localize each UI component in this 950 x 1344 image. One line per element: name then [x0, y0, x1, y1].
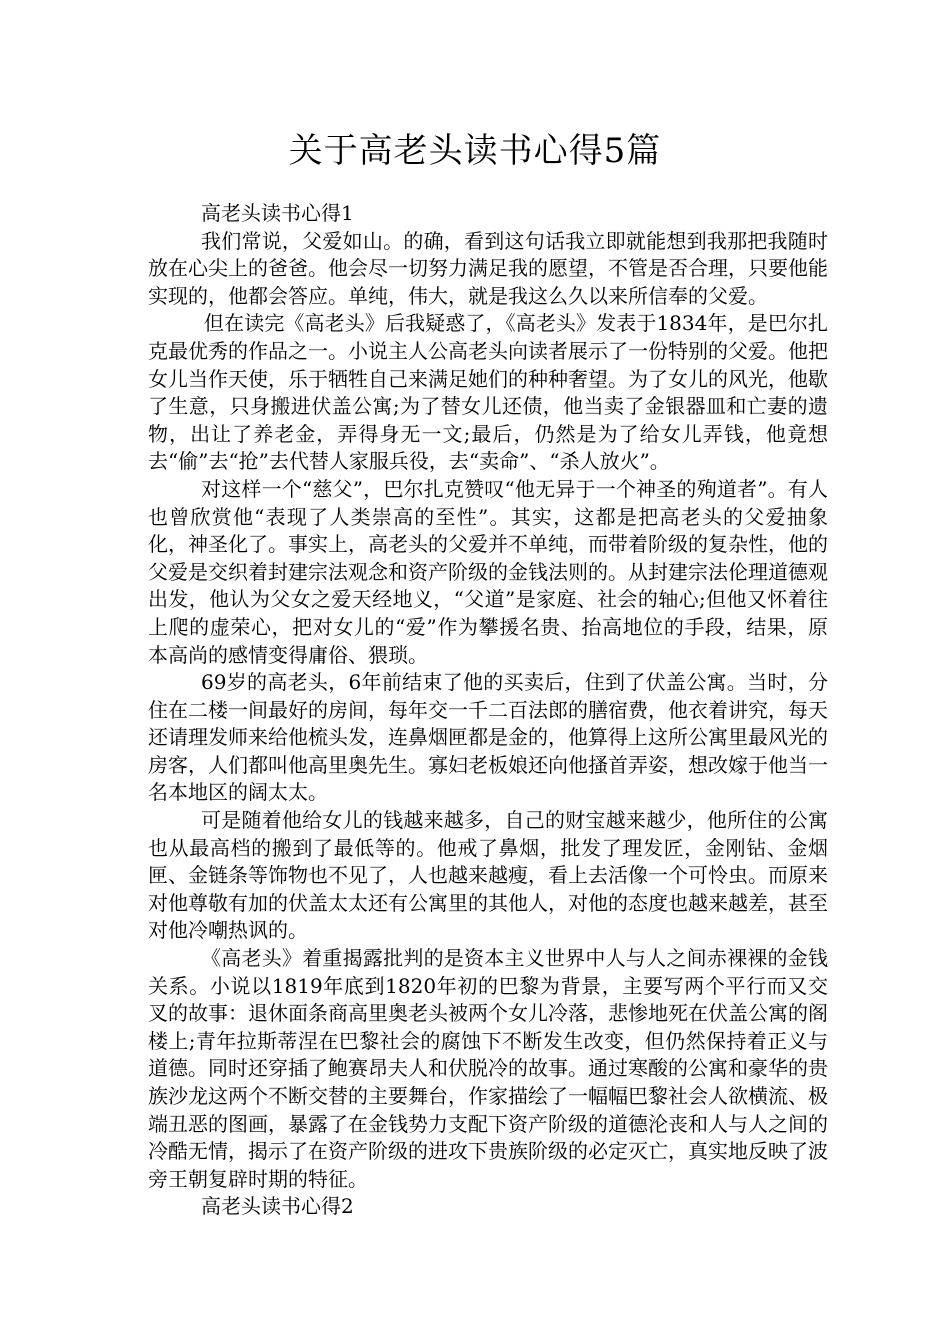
paragraph-2: 但在读完《高老头》后我疑惑了，《高老头》发表于1834年，是巴尔扎克最优秀的作品之一。小说主人公高老头向读者展示了一份特别的父爱。他把女儿当作天使，乐于牺牲自己来满足她们的种种奢望。为了女儿的风光，他歇了生意，只身搬进伏盖公寓;为了替女儿还债，他当卖了金银器皿和亡妻的遗物，出让了养老金，弄得身无一文;最后，仍然是为了给女儿弄钱，他竟想去“偷”去“抢”去代替人家服兵役，去“卖命”、“杀人放火”。 [148, 311, 828, 474]
document-title: 关于高老头读书心得5篇 [288, 131, 662, 171]
paragraph-3: 对这样一个“慈父”，巴尔扎克赞叹“他无异于一个神圣的殉道者”。有人也曾欣赏他“表现了人类崇高的至性”。其实，这都是把高老头的父爱抽象化，神圣化了。事实上，高老头的父爱并不单纯，而带着阶级的复杂性，他的父爱是交织着封建宗法观念和资产阶级的金钱法则的。从封建宗法伦理道德观出发，他认为父女之爱天经地义，“父道”是家庭、社会的轴心;但他又怀着往上爬的虚荣心，把对女儿的“爱”作为攀援名贵、抬高地位的手段，结果，原本高尚的感情变得庸俗、猥琐。 [148, 476, 828, 667]
paragraph-5: 可是随着他给女儿的钱越来越多，自己的财宝越来越少，他所住的公寓也从最高档的搬到了最低等的。他戒了鼻烟，批发了理发匠，金刚钻、金烟匣、金链条等饰物也不见了，人也越来越瘦，看上去活像一个可怜虫。而原来对他尊敬有加的伏盖太太还有公寓里的其他人，对他的态度也越来越差，甚至对他冷嘲热讽的。 [148, 808, 828, 943]
paragraph-4: 69岁的高老头，6年前结束了他的买卖后，住到了伏盖公寓。当时，分住在二楼一间最好的房间，每年交一千二百法郎的膳宿费，他衣着讲究，每天还请理发师来给他梳头发，连鼻烟匣都是金的，他算得上这所公寓里最风光的房客，人们都叫他高里奥先生。寡妇老板娘还向他搔首弄姿，想改嫁于他当一名本地区的阔太太。 [148, 670, 828, 805]
section-heading-1: 高老头读书心得1 [201, 201, 354, 225]
section-heading-2: 高老头读书心得2 [201, 1194, 354, 1219]
document-body [148, 200, 828, 1221]
paragraph-1: 我们常说，父爱如山。的确，看到这句话我立即就能想到我那把我随时放在心尖上的爸爸。他会尽一切努力满足我的愿望，不管是否合理，只要他能实现的，他都会答应。单纯，伟大，就是我这么久以来所信奉的父爱。 [148, 228, 828, 308]
paragraph-6: 《高老头》着重揭露批判的是资本主义世界中人与人之间赤裸裸的金钱关系。小说以1819年底到1820年初的巴黎为背景，主要写两个平行而又交叉的故事：退休面条商高里奥老头被两个女儿冷落，悲惨地死在伏盖公寓的阁楼上;青年拉斯蒂涅在巴黎社会的腐蚀下不断发生改变，但仍然保持着正义与道德。同时还穿插了鲍赛昂夫人和伏脱冷的故事。通过寒酸的公寓和豪华的贵族沙龙这两个不断交替的主要舞台，作家描绘了一幅幅巴黎社会人欲横流、极端丑恶的图画，暴露了在金钱势力支配下资产阶级的道德沦丧和人与人之间的冷酷无情，揭示了在资产阶级的进攻下贵族阶级的必定灭亡，真实地反映了波旁王朝复辟时期的特征。 [148, 946, 828, 1191]
